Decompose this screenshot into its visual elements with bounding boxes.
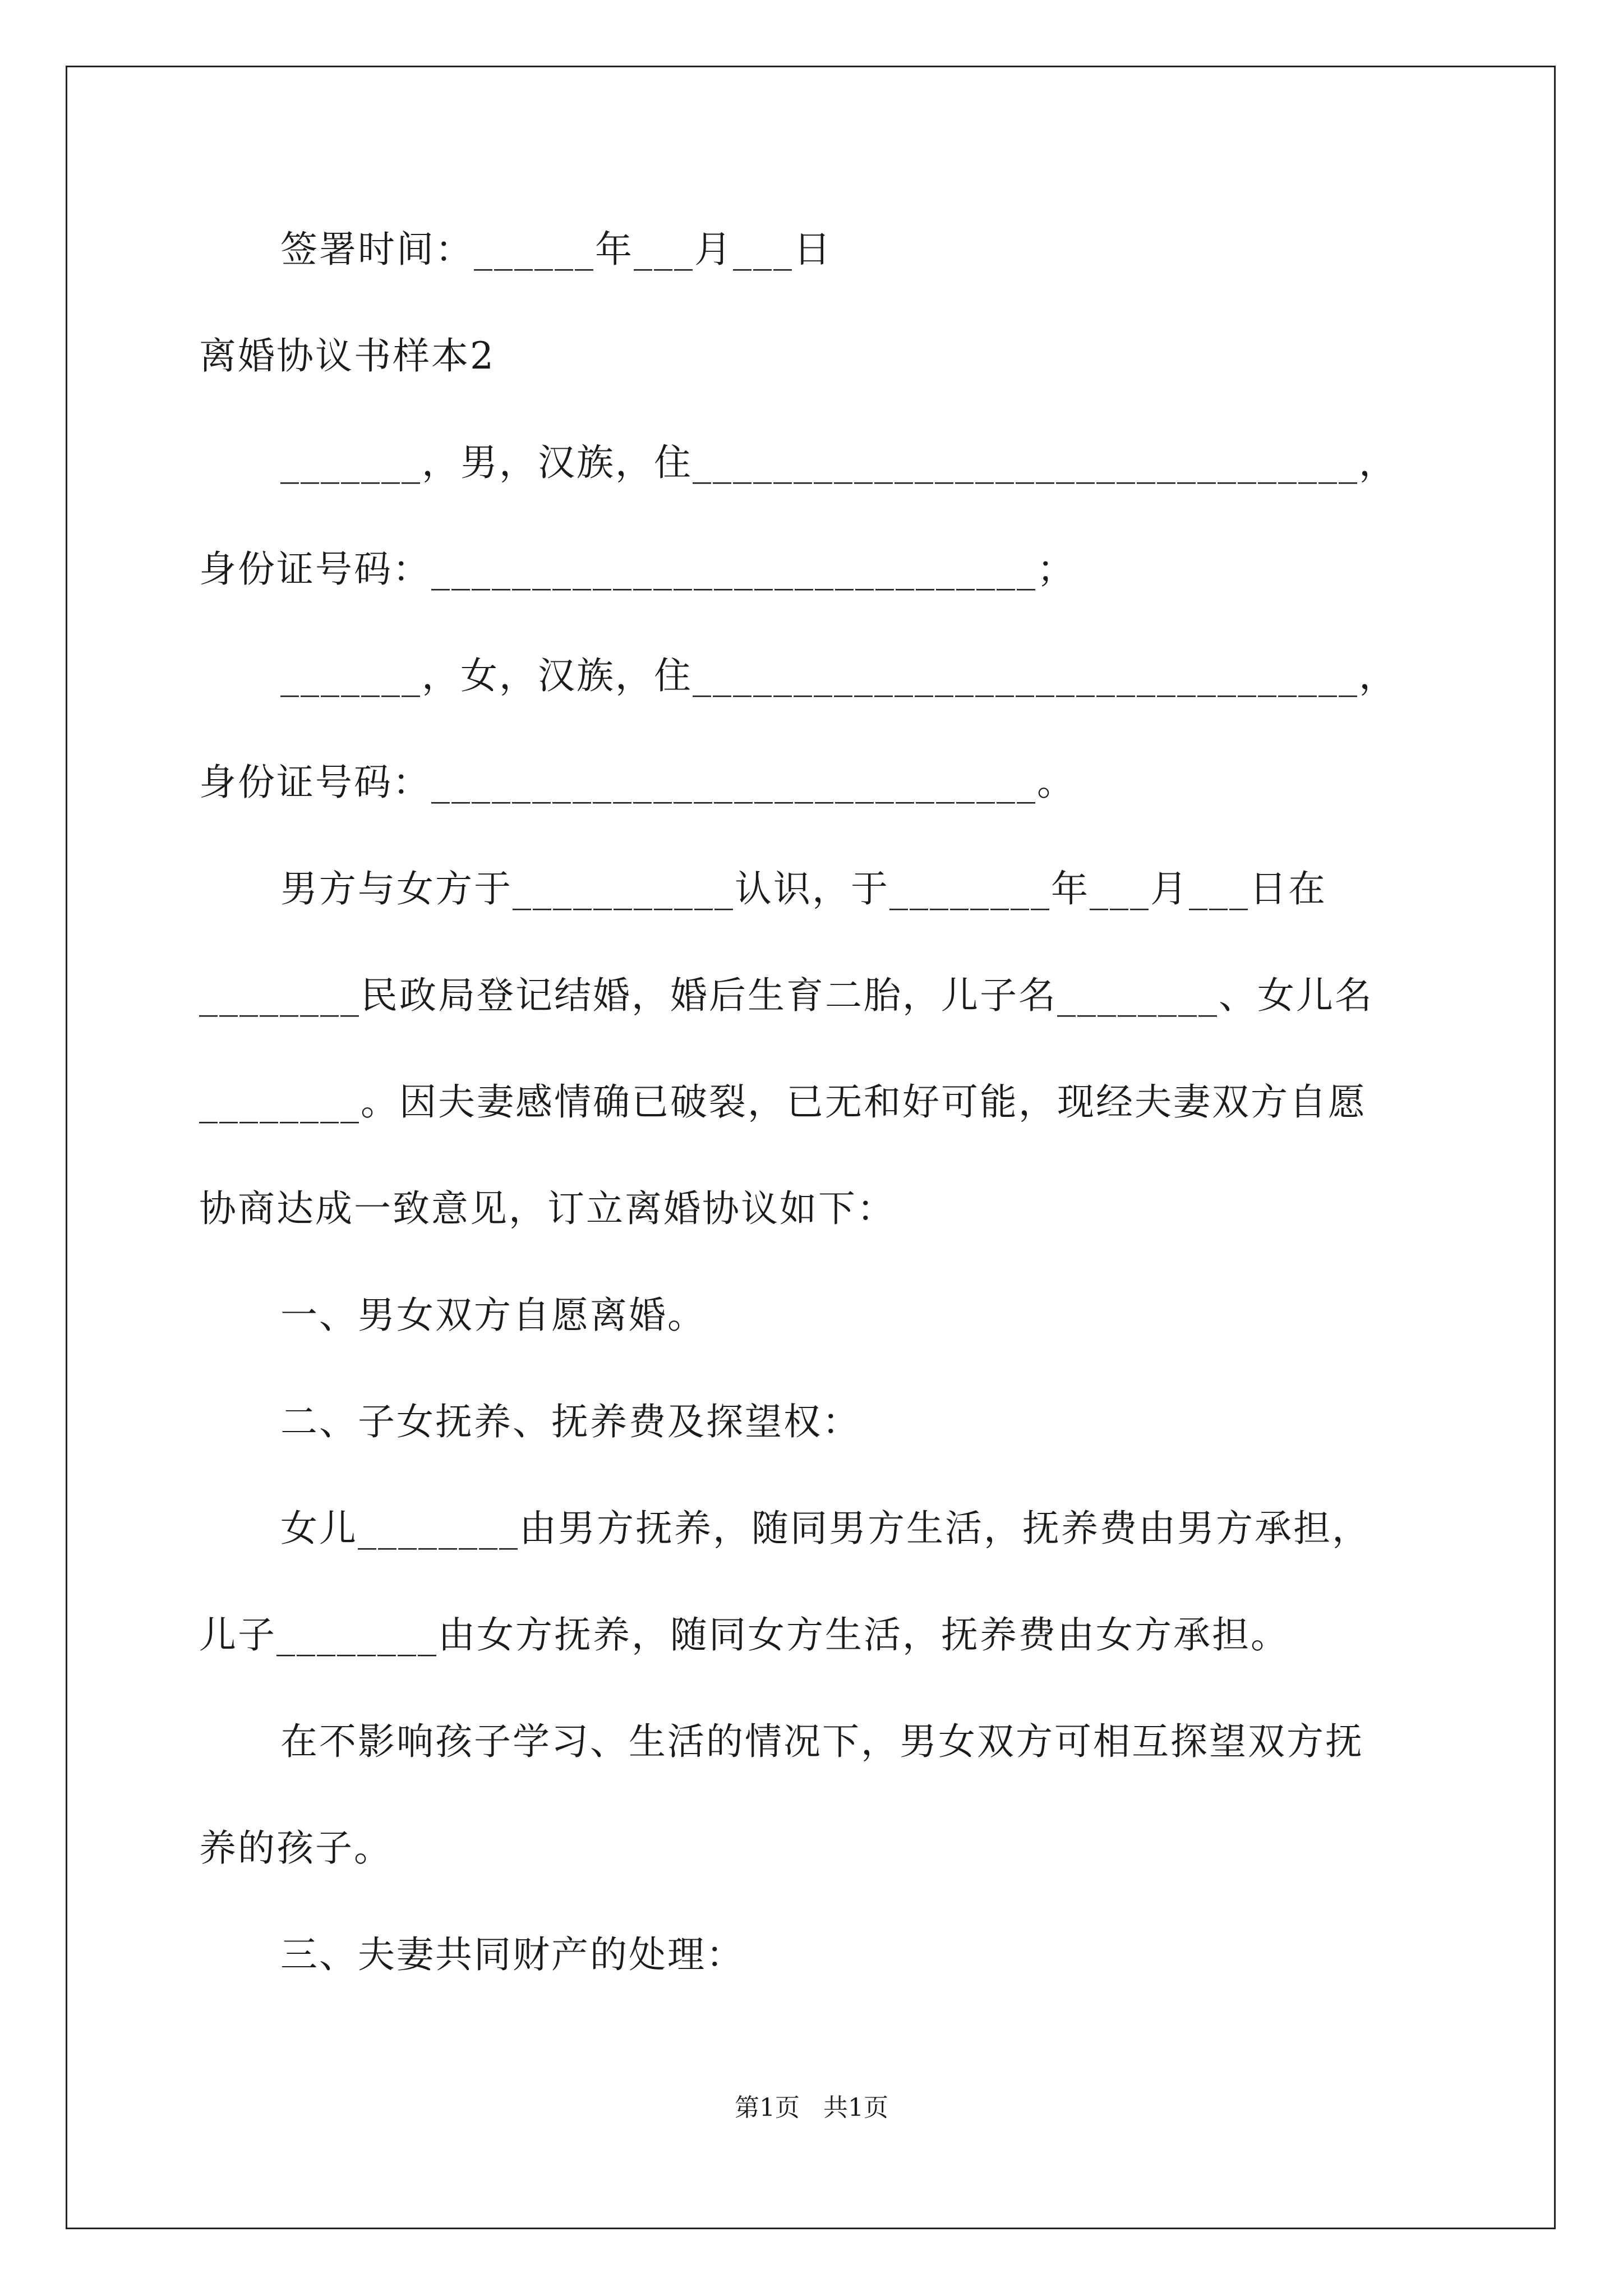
clause-two-heading: 二、子女抚养、抚养费及探望权： [280, 1400, 861, 1443]
paragraph-line: 协商达成一致意见，订立离婚协议如下： [199, 1187, 896, 1230]
male-party-line: _______，男，汉族，住_________________________________， [280, 441, 1398, 484]
page-number-footer: 第1页 共1页 [735, 2093, 888, 2122]
female-id-line: 身份证号码：______________________________。 [199, 761, 1076, 804]
section-title: 离婚协议书样本2 [199, 334, 495, 378]
signing-date-line: 签署时间：______年___月___日 [280, 228, 832, 271]
paragraph-line: ________。因夫妻感情确已破裂，已无和好可能，现经夫妻双方自愿 [199, 1080, 1367, 1124]
page-border [66, 66, 1556, 2229]
paragraph-line: 男方与女方于___________认识，于________年___月___日在 [280, 867, 1327, 910]
paragraph-line: ________民政局登记结婚，婚后生育二胎，儿子名________、女儿名 [199, 974, 1373, 1017]
male-id-line: 身份证号码：______________________________； [199, 547, 1076, 591]
paragraph-line: 养的孩子。 [199, 1826, 393, 1870]
female-party-line: _______，女，汉族，住_________________________________， [280, 654, 1398, 697]
clause-one: 一、男女双方自愿离婚。 [280, 1294, 706, 1337]
paragraph-line: 在不影响孩子学习、生活的情况下，男女双方可相互探望双方抚 [280, 1720, 1364, 1763]
clause-three-heading: 三、夫妻共同财产的处理： [280, 1933, 745, 1976]
paragraph-line: 儿子________由女方抚养，随同女方生活，抚养费由女方承担。 [199, 1613, 1289, 1657]
paragraph-line: 女儿________由男方抚养，随同男方生活，抚养费由男方承担， [280, 1507, 1371, 1550]
